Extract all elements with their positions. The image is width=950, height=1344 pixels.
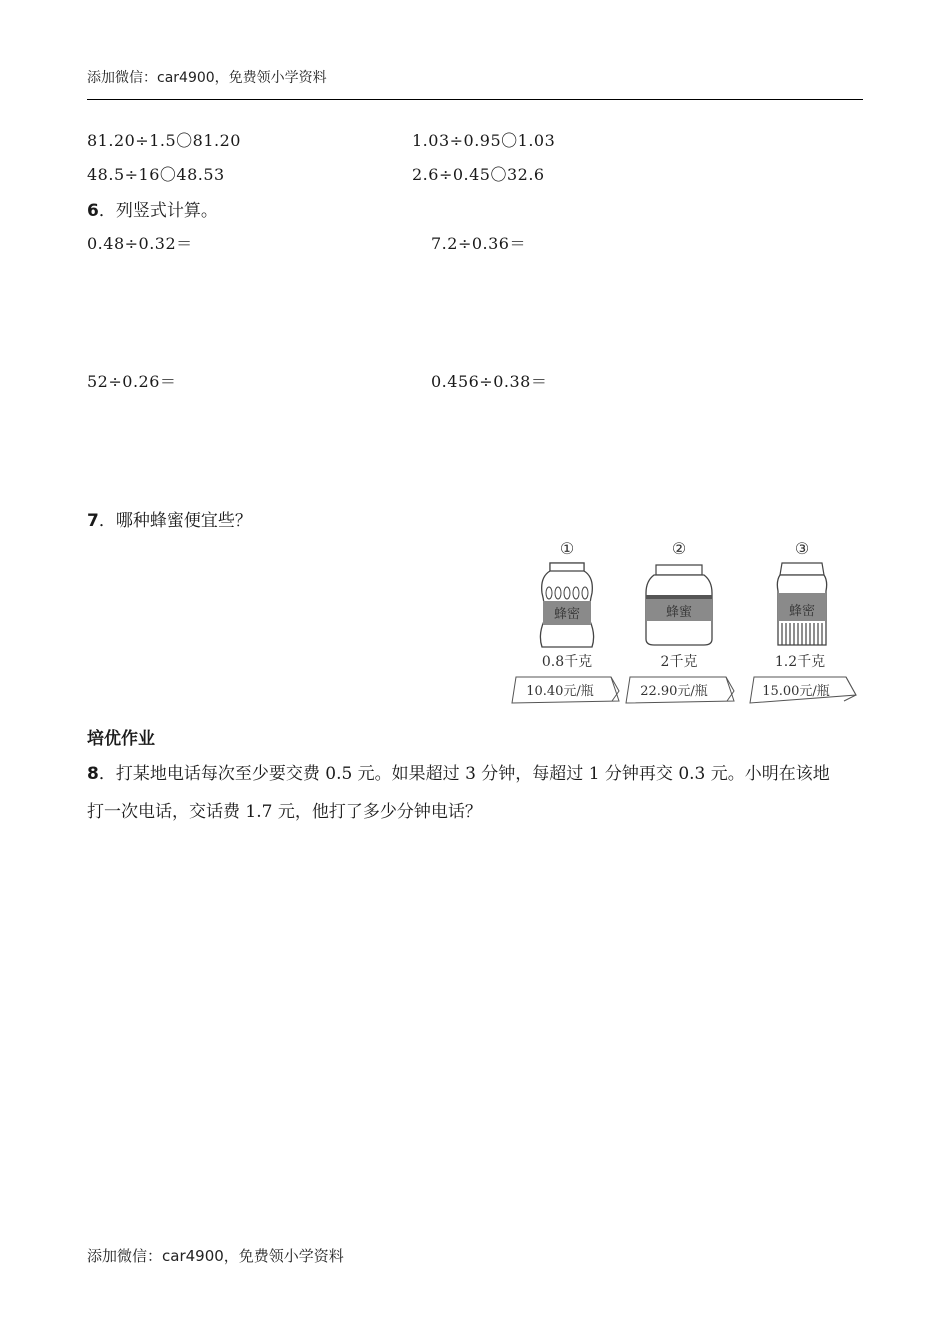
question-6-title: ．列竖式计算。 (98, 201, 218, 221)
page-footer: 添加微信：car4900，免费领小学资料 (87, 1247, 344, 1265)
question-8-number: 8 (87, 764, 99, 784)
question-8-text-1: ．打某地电话每次至少要交费 0.5 元。如果超过 3 分钟，每超过 1 分钟再交 0.3 元。小明在该地 (98, 764, 830, 784)
honey-jar-2 (626, 539, 734, 703)
compare-row2-left: 48.5÷16〇48.53 (87, 165, 225, 184)
jar-2-label: 蜂蜜 (665, 605, 693, 620)
compare-row1-right: 1.03÷0.95〇1.03 (412, 131, 556, 150)
jar-3-index: ③ (794, 539, 810, 558)
question-6-heading (87, 196, 218, 221)
jar-1-price: 10.40元/瓶 (526, 684, 594, 699)
question-8-line-1 (87, 759, 830, 784)
section-title: 培优作业 (87, 729, 155, 749)
jar-3-weight: 1.2千克 (774, 654, 826, 670)
compare-row2-right: 2.6÷0.45〇32.6 (412, 165, 545, 184)
q6-item-4: 0.456÷0.38＝ (431, 372, 548, 391)
jar-3-label: 蜂密 (788, 604, 816, 619)
jar-1-weight: 0.8千克 (541, 654, 593, 670)
jar-2-price: 22.90元/瓶 (640, 684, 708, 699)
question-7-title: ．哪种蜂蜜便宜些？ (98, 511, 252, 531)
question-8-line-2: 打一次电话，交话费 1.7 元，他打了多少分钟电话？ (87, 802, 482, 822)
header-divider (87, 99, 863, 100)
question-7-heading (87, 506, 252, 531)
jar-1-label: 蜂密 (553, 607, 581, 622)
jar-3-price: 15.00元/瓶 (762, 684, 830, 699)
jar-1-index: ① (559, 539, 575, 558)
compare-row1-left: 81.20÷1.5〇81.20 (87, 131, 241, 150)
jar-2-index: ② (671, 539, 687, 558)
jar-2-weight: 2千克 (660, 654, 698, 670)
honey-jar-3 (750, 539, 856, 703)
q6-item-2: 7.2÷0.36＝ (431, 234, 526, 253)
q6-item-3: 52÷0.26＝ (87, 372, 177, 391)
honey-jar-1 (512, 539, 619, 703)
question-6-number: 6 (87, 201, 99, 221)
question-7-number: 7 (87, 511, 99, 531)
q6-item-1: 0.48÷0.32＝ (87, 234, 193, 253)
honey-jars-figure (508, 535, 863, 710)
page-header: 添加微信：car4900，免费领小学资料 (87, 70, 327, 86)
